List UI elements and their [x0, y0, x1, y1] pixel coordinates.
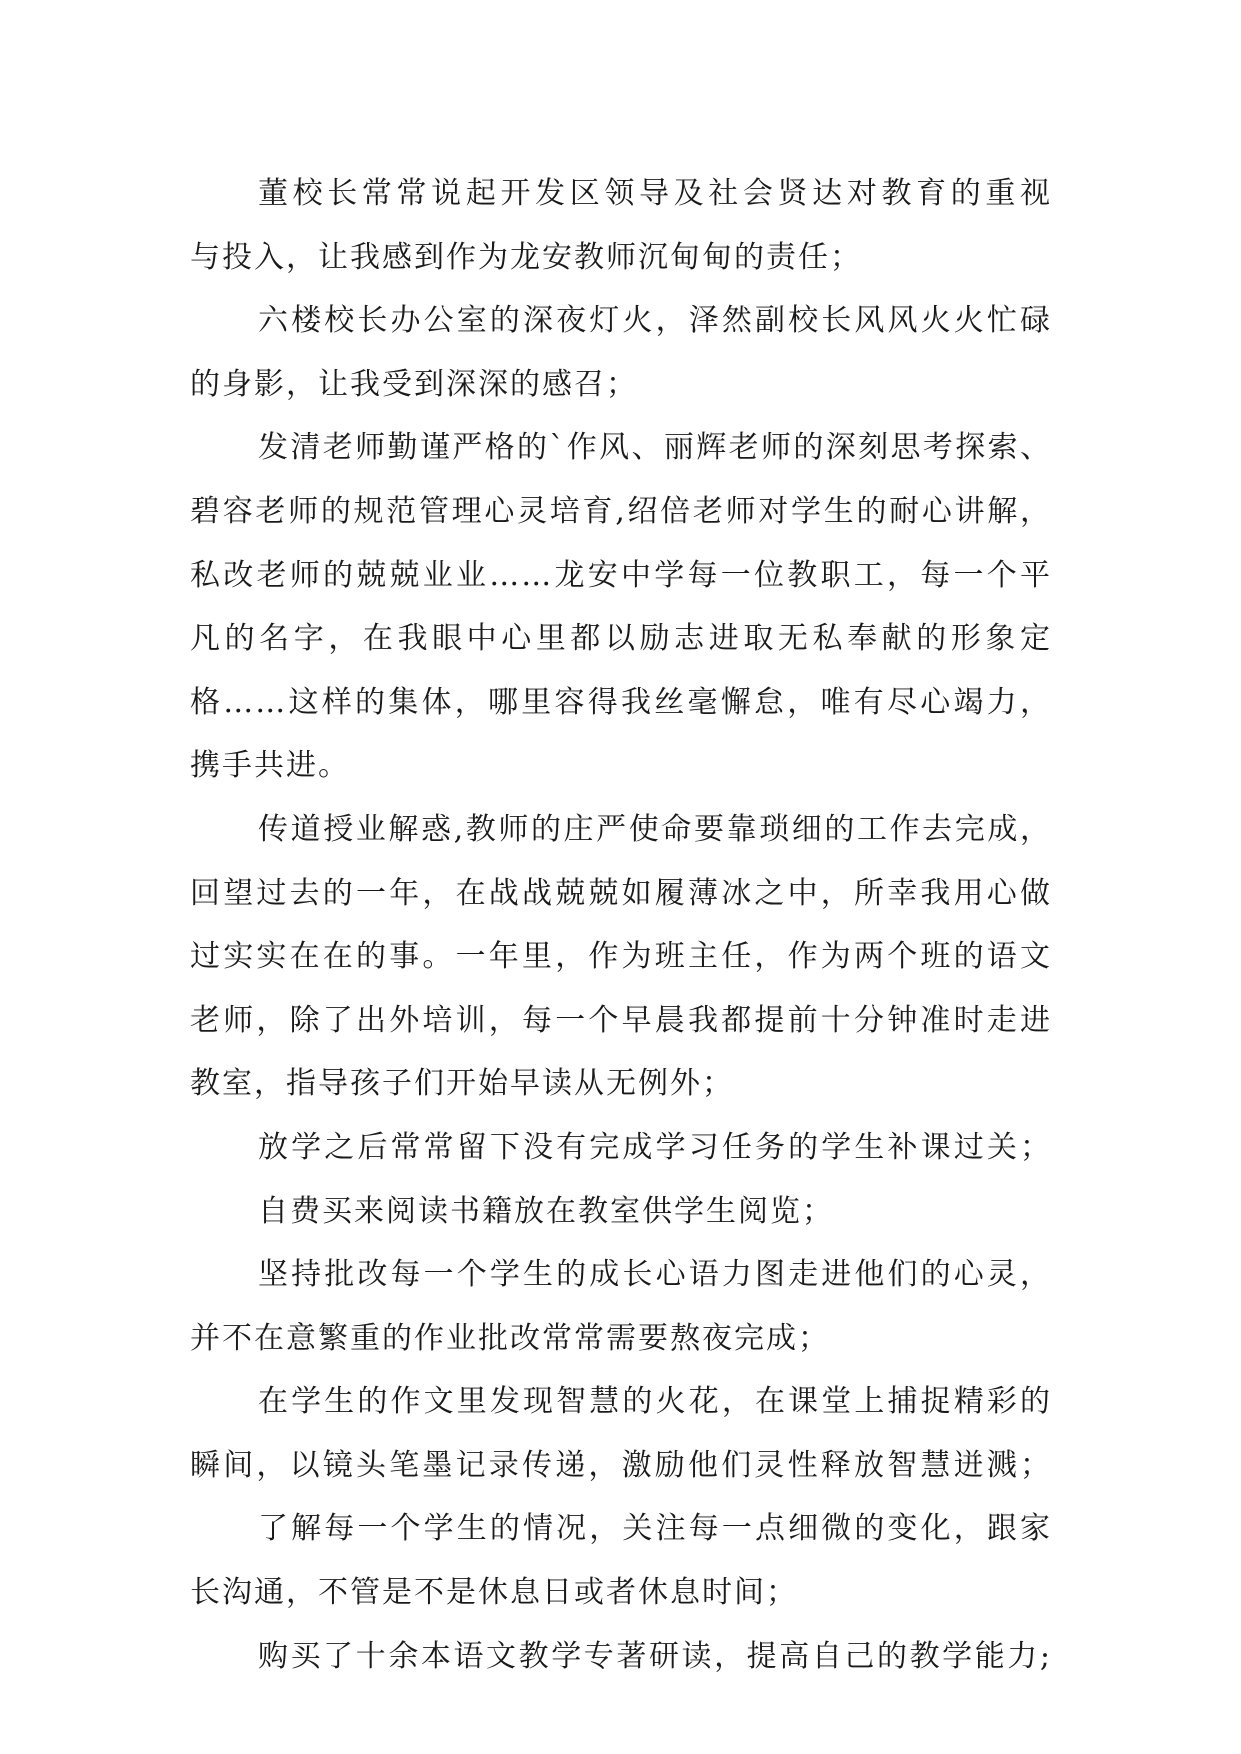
text-line: 教室，指导孩子们开始早读从无例外；	[190, 1066, 734, 1102]
text-line: 与投入，让我感到作为龙安教师沉甸甸的责任；	[190, 239, 862, 275]
text-line: 购买了十余本语文教学专著研读，提高自己的教学能力;	[258, 1638, 1052, 1674]
text-line: 的身影，让我受到深深的感召；	[190, 366, 638, 402]
text-line: 自费买来阅读书籍放在教室供学生阅览；	[258, 1193, 834, 1229]
text-line: 放学之后常常留下没有完成学习任务的学生补课过关；	[258, 1129, 1052, 1165]
text-line: 在学生的作文里发现智慧的火花，在课堂上捕捉精彩的	[258, 1384, 1052, 1420]
text-line: 了解每一个学生的情况，关注每一点细微的变化，跟家	[258, 1511, 1052, 1547]
text-line: 瞬间，以镜头笔墨记录传递，激励他们灵性释放智慧迸溅；	[190, 1447, 1052, 1483]
text-line: 长沟通，不管是不是休息日或者休息时间；	[190, 1575, 798, 1611]
text-line: 私改老师的兢兢业业……龙安中学每一位教职工，每一个平	[190, 557, 1052, 593]
text-line: 过实实在在的事。一年里，作为班主任，作为两个班的语文	[190, 939, 1052, 975]
text-line: 坚持批改每一个学生的成长心语力图走进他们的心灵，	[258, 1257, 1052, 1293]
text-line: 老师，除了出外培训，每一个早晨我都提前十分钟准时走进	[190, 1002, 1052, 1038]
text-line: 并不在意繁重的作业批改常常需要熬夜完成；	[190, 1320, 830, 1356]
body-text	[190, 162, 1052, 1688]
text-line: 碧容老师的规范管理心灵培育,绍倍老师对学生的耐心讲解，	[190, 493, 1052, 529]
text-line: 凡的名字，在我眼中心里都以励志进取无私奉献的形象定	[190, 621, 1052, 657]
text-line: 发清老师勤谨严格的`作风、丽辉老师的深刻思考探索、	[258, 430, 1052, 466]
text-line: 格……这样的集体，哪里容得我丝毫懈怠，唯有尽心竭力，	[190, 684, 1052, 720]
text-line: 携手共进。	[190, 748, 350, 784]
text-line: 传道授业解惑,教师的庄严使命要靠琐细的工作去完成，	[258, 811, 1052, 847]
text-line: 六楼校长办公室的深夜灯火，泽然副校长风风火火忙碌	[258, 303, 1052, 339]
text-line: 回望过去的一年，在战战兢兢如履薄冰之中，所幸我用心做	[190, 875, 1052, 911]
text-line: 董校长常常说起开发区领导及社会贤达对教育的重视	[258, 176, 1052, 211]
